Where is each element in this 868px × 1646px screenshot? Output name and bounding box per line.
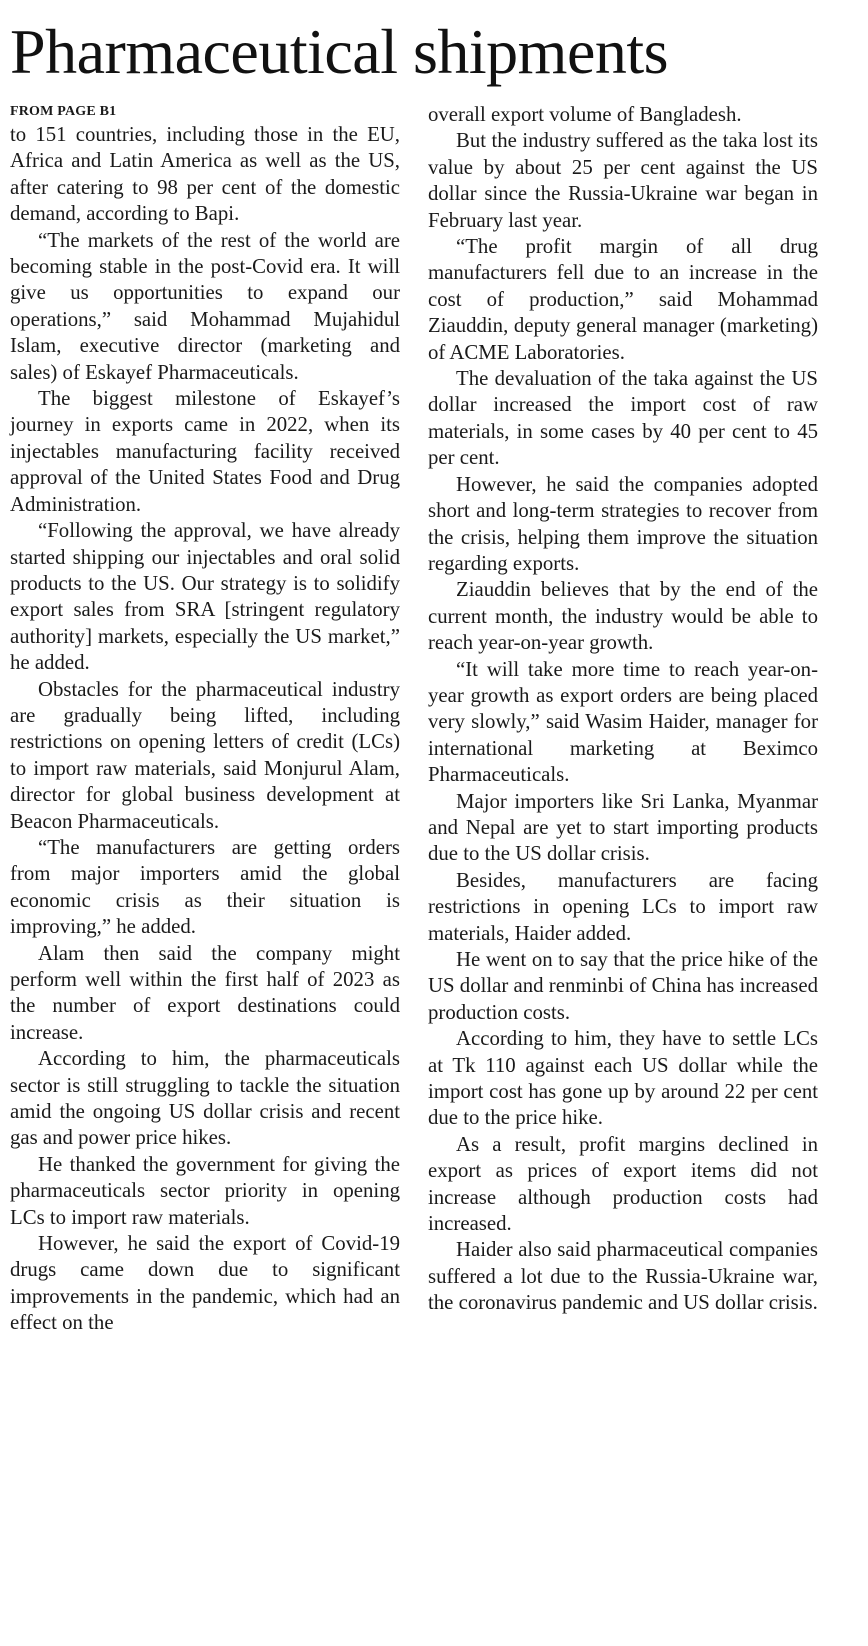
- paragraph: The devaluation of the taka against the US dollar increased the import cost of raw materials, in some cases by 40 per cent to 45 per cent.: [428, 367, 818, 470]
- paragraph: According to him, the pharmaceuticals sector is still struggling to tackle the situation amid the ongoing US dollar crisis and recent gas and power price hikes.: [10, 1047, 400, 1150]
- article-column-left: [10, 102, 400, 1337]
- paragraph: However, he said the companies adopted short and long-term strategies to recover from the crisis, helping them improve the situation regarding exports.: [428, 472, 818, 575]
- paragraph: Ziauddin believes that by the end of the current month, the industry would be able to reach year-on-year growth.: [428, 578, 818, 655]
- paragraph: However, he said the export of Covid-19 drugs came down due to significant improvements in the pandemic, which had an effect on the: [10, 1232, 400, 1335]
- paragraph: But the industry suffered as the taka lost its value by about 25 per cent against the US dollar since the Russia-Ukraine war began in February last year.: [428, 129, 818, 232]
- paragraph: As a result, profit margins declined in export as prices of export items did not increase although production costs had increased.: [428, 1132, 818, 1236]
- paragraph: “The manufacturers are getting orders from major importers amid the global economic crisis as their situation is improving,” he added.: [10, 835, 400, 939]
- paragraph: “The markets of the rest of the world are becoming stable in the post-Covid era. It will give us opportunities to expand our operations,” said Mohammad Mujahidul Islam, executive director (marketing and sales) of Eskayef Pharmaceuticals.: [10, 228, 400, 384]
- paragraph: Major importers like Sri Lanka, Myanmar and Nepal are yet to start importing products due to the US dollar crisis.: [428, 789, 818, 866]
- article-column-right: [428, 102, 818, 1317]
- paragraph: “It will take more time to reach year-on-year growth as export orders are being placed very slowly,” said Wasim Haider, manager for international marketing at Beximco Pharmaceuticals.: [428, 657, 818, 787]
- paragraph: Haider also said pharmaceutical companies suffered a lot due to the Russia-Ukraine war, the coronavirus pandemic and US dollar crisis.: [428, 1238, 818, 1315]
- paragraph: “Following the approval, we have already started shipping our injectables and oral solid products to the US. Our strategy is to solidify export sales from SRA [stringent regulatory authority] markets, especially the US market,” he added.: [10, 519, 400, 675]
- paragraph: Obstacles for the pharmaceutical industry are gradually being lifted, including restrictions on opening letters of credit (LCs) to import raw materials, said Monjurul Alam, director for global business development at Beacon Pharmaceuticals.: [10, 677, 400, 833]
- paragraph: The biggest milestone of Eskayef’s journey in exports came in 2022, when its injectables manufacturing facility received approval of the United States Food and Drug Administration.: [10, 387, 400, 516]
- paragraph: Besides, manufacturers are facing restrictions in opening LCs to import raw materials, Haider added.: [428, 868, 818, 945]
- paragraph: Alam then said the company might perform well within the first half of 2023 as the number of export destinations could increase.: [10, 941, 400, 1044]
- jump-label: FROM PAGE B1: [10, 104, 117, 119]
- paragraph: He went on to say that the price hike of the US dollar and renminbi of China has increased production costs.: [428, 948, 818, 1024]
- paragraph: overall export volume of Bangladesh.: [428, 103, 742, 126]
- paragraph: to 151 countries, including those in the EU, Africa and Latin America as well as the US, after catering to 98 per cent of the domestic demand, according to Bapi.: [10, 123, 400, 226]
- paragraph: He thanked the government for giving the pharmaceuticals sector priority in opening LCs to import raw materials.: [10, 1152, 400, 1229]
- paragraph: According to him, they have to settle LCs at Tk 110 against each US dollar while the import cost has gone up by around 22 per cent due to the price hike.: [428, 1027, 818, 1130]
- headline: Pharmaceutical shipments: [10, 16, 669, 87]
- paragraph: “The profit margin of all drug manufacturers fell due to an increase in the cost of production,” said Mohammad Ziauddin, deputy general manager (marketing) of ACME Laboratories.: [428, 235, 818, 364]
